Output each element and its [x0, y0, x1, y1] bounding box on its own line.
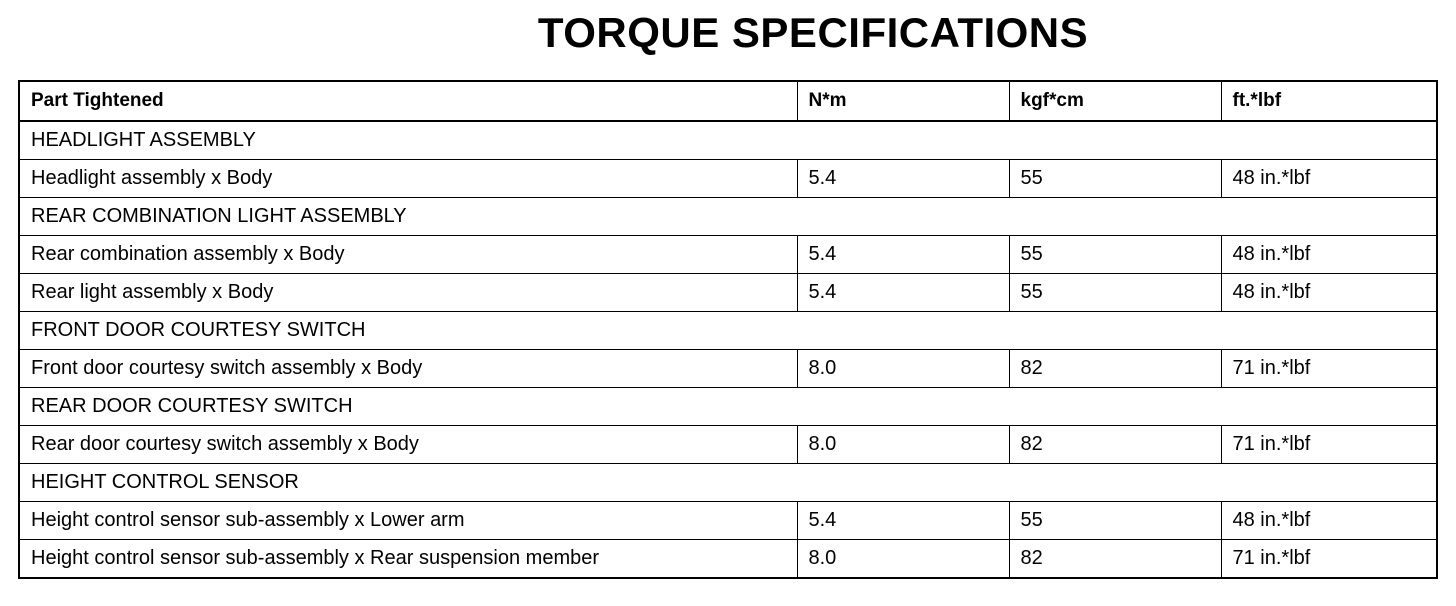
cell-nm: 5.4 — [797, 502, 1009, 540]
header-kgf-cm: kgf*cm — [1009, 81, 1221, 121]
cell-part: Rear door courtesy switch assembly x Body — [19, 426, 797, 464]
cell-nm: 8.0 — [797, 426, 1009, 464]
cell-part: Rear light assembly x Body — [19, 274, 797, 312]
cell-part: Height control sensor sub-assembly x Lower arm — [19, 502, 797, 540]
cell-kgf-cm: 55 — [1009, 274, 1221, 312]
cell-ft-lbf: 48 in.*lbf — [1221, 236, 1437, 274]
table-row — [19, 160, 1437, 198]
cell-nm: 5.4 — [797, 274, 1009, 312]
header-nm: N*m — [797, 81, 1009, 121]
cell-part: Front door courtesy switch assembly x Body — [19, 350, 797, 388]
table-row — [19, 350, 1437, 388]
table-row — [19, 540, 1437, 579]
header-ft-lbf: ft.*lbf — [1221, 81, 1437, 121]
section-label: HEADLIGHT ASSEMBLY — [19, 121, 1437, 160]
section-row — [19, 388, 1437, 426]
section-row — [19, 198, 1437, 236]
table-header-row — [19, 81, 1437, 121]
section-row — [19, 312, 1437, 350]
table-row — [19, 426, 1437, 464]
torque-spec-table — [18, 80, 1438, 579]
cell-nm: 5.4 — [797, 236, 1009, 274]
section-label: REAR DOOR COURTESY SWITCH — [19, 388, 1437, 426]
header-part-tightened: Part Tightened — [19, 81, 797, 121]
cell-ft-lbf: 71 in.*lbf — [1221, 540, 1437, 579]
section-label: FRONT DOOR COURTESY SWITCH — [19, 312, 1437, 350]
cell-nm: 5.4 — [797, 160, 1009, 198]
cell-kgf-cm: 82 — [1009, 350, 1221, 388]
cell-nm: 8.0 — [797, 350, 1009, 388]
table-row — [19, 274, 1437, 312]
cell-kgf-cm: 82 — [1009, 426, 1221, 464]
section-row — [19, 121, 1437, 160]
cell-kgf-cm: 55 — [1009, 502, 1221, 540]
cell-ft-lbf: 48 in.*lbf — [1221, 502, 1437, 540]
section-row — [19, 464, 1437, 502]
section-label: HEIGHT CONTROL SENSOR — [19, 464, 1437, 502]
table-row — [19, 236, 1437, 274]
cell-ft-lbf: 48 in.*lbf — [1221, 274, 1437, 312]
section-label: REAR COMBINATION LIGHT ASSEMBLY — [19, 198, 1437, 236]
cell-ft-lbf: 48 in.*lbf — [1221, 160, 1437, 198]
cell-nm: 8.0 — [797, 540, 1009, 579]
table-row — [19, 502, 1437, 540]
cell-part: Headlight assembly x Body — [19, 160, 797, 198]
page-title: TORQUE SPECIFICATIONS — [537, 9, 1089, 56]
cell-ft-lbf: 71 in.*lbf — [1221, 350, 1437, 388]
cell-part: Height control sensor sub-assembly x Rear suspension member — [19, 540, 797, 579]
cell-ft-lbf: 71 in.*lbf — [1221, 426, 1437, 464]
cell-kgf-cm: 55 — [1009, 160, 1221, 198]
cell-kgf-cm: 82 — [1009, 540, 1221, 579]
cell-kgf-cm: 55 — [1009, 236, 1221, 274]
cell-part: Rear combination assembly x Body — [19, 236, 797, 274]
